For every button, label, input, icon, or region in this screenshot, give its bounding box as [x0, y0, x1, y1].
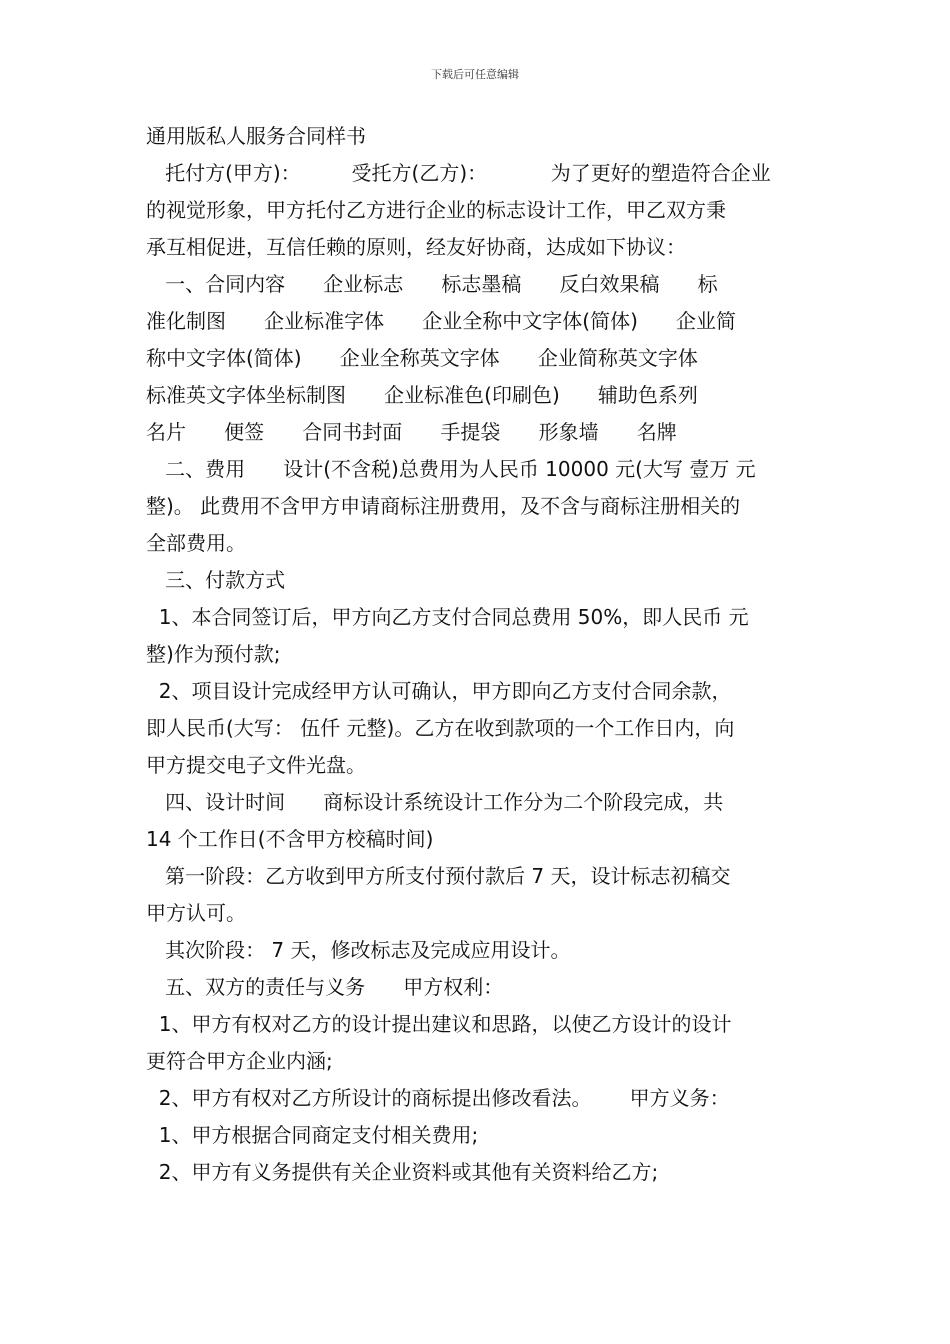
text-line: 托付方(甲方)： 受托方(乙方)： 为了更好的塑造符合企业 [146, 161, 771, 185]
text-line: 二、费用 设计(不含税)总费用为人民币 10000 元(大写 壹万 元 [146, 457, 756, 481]
contract-body [146, 118, 806, 1191]
text-line: 承互相促进，互信任赖的原则，经友好协商，达成如下协议： [146, 235, 686, 259]
text-line: 准化制图 企业标准字体 企业全称中文字体(简体) 企业简 [146, 309, 737, 333]
text-line: 甲方认可。 [146, 901, 246, 925]
text-line: 四、设计时间 商标设计系统设计工作分为二个阶段完成，共 [146, 790, 724, 814]
document-title: 通用版私人服务合同样书 [146, 124, 366, 148]
text-line: 1、甲方根据合同商定支付相关费用; [146, 1123, 479, 1147]
text-line: 一、合同内容 企业标志 标志墨稿 反白效果稿 标 [146, 272, 718, 296]
text-line: 即人民币(大写： 伍仟 元整)。乙方在收到款项的一个工作日内，向 [146, 716, 735, 740]
text-line: 名片 便签 合同书封面 手提袋 形象墙 名牌 [146, 420, 677, 444]
text-line: 2、项目设计完成经甲方认可确认，甲方即向乙方支付合同余款， [146, 679, 732, 703]
text-line: 更符合甲方企业内涵; [146, 1049, 333, 1073]
text-line: 全部费用。 [146, 531, 246, 555]
text-line: 称中文字体(简体) 企业全称英文字体 企业简称英文字体 [146, 346, 698, 370]
text-line: 的视觉形象，甲方托付乙方进行企业的标志设计工作，甲乙双方秉 [146, 198, 726, 222]
text-line: 其次阶段： 7 天，修改标志及完成应用设计。 [146, 938, 571, 962]
text-line: 甲方提交电子文件光盘。 [146, 753, 366, 777]
page-header-note: 下载后可任意编辑 [431, 68, 519, 81]
text-line: 2、甲方有义务提供有关企业资料或其他有关资料给乙方; [146, 1160, 659, 1184]
text-line: 14 个工作日(不含甲方校稿时间) [146, 827, 434, 851]
text-line: 2、甲方有权对乙方所设计的商标提出修改看法。 甲方义务： [146, 1086, 730, 1110]
text-line: 标准英文字体坐标制图 企业标准色(印刷色) 辅助色系列 [146, 383, 698, 407]
text-line: 整)。 此费用不含甲方申请商标注册费用，及不含与商标注册相关的 [146, 494, 741, 518]
text-line: 1、甲方有权对乙方的设计提出建议和思路，以使乙方设计的设计 [146, 1012, 732, 1036]
text-line: 整)作为预付款; [146, 642, 281, 666]
text-line: 第一阶段：乙方收到甲方所支付预付款后 7 天，设计标志初稿交 [146, 864, 731, 888]
text-line: 1、本合同签订后，甲方向乙方支付合同总费用 50%，即人民币 元 [146, 605, 749, 629]
text-line: 三、付款方式 [146, 568, 286, 592]
text-line: 五、双方的责任与义务 甲方权利： [146, 975, 504, 999]
